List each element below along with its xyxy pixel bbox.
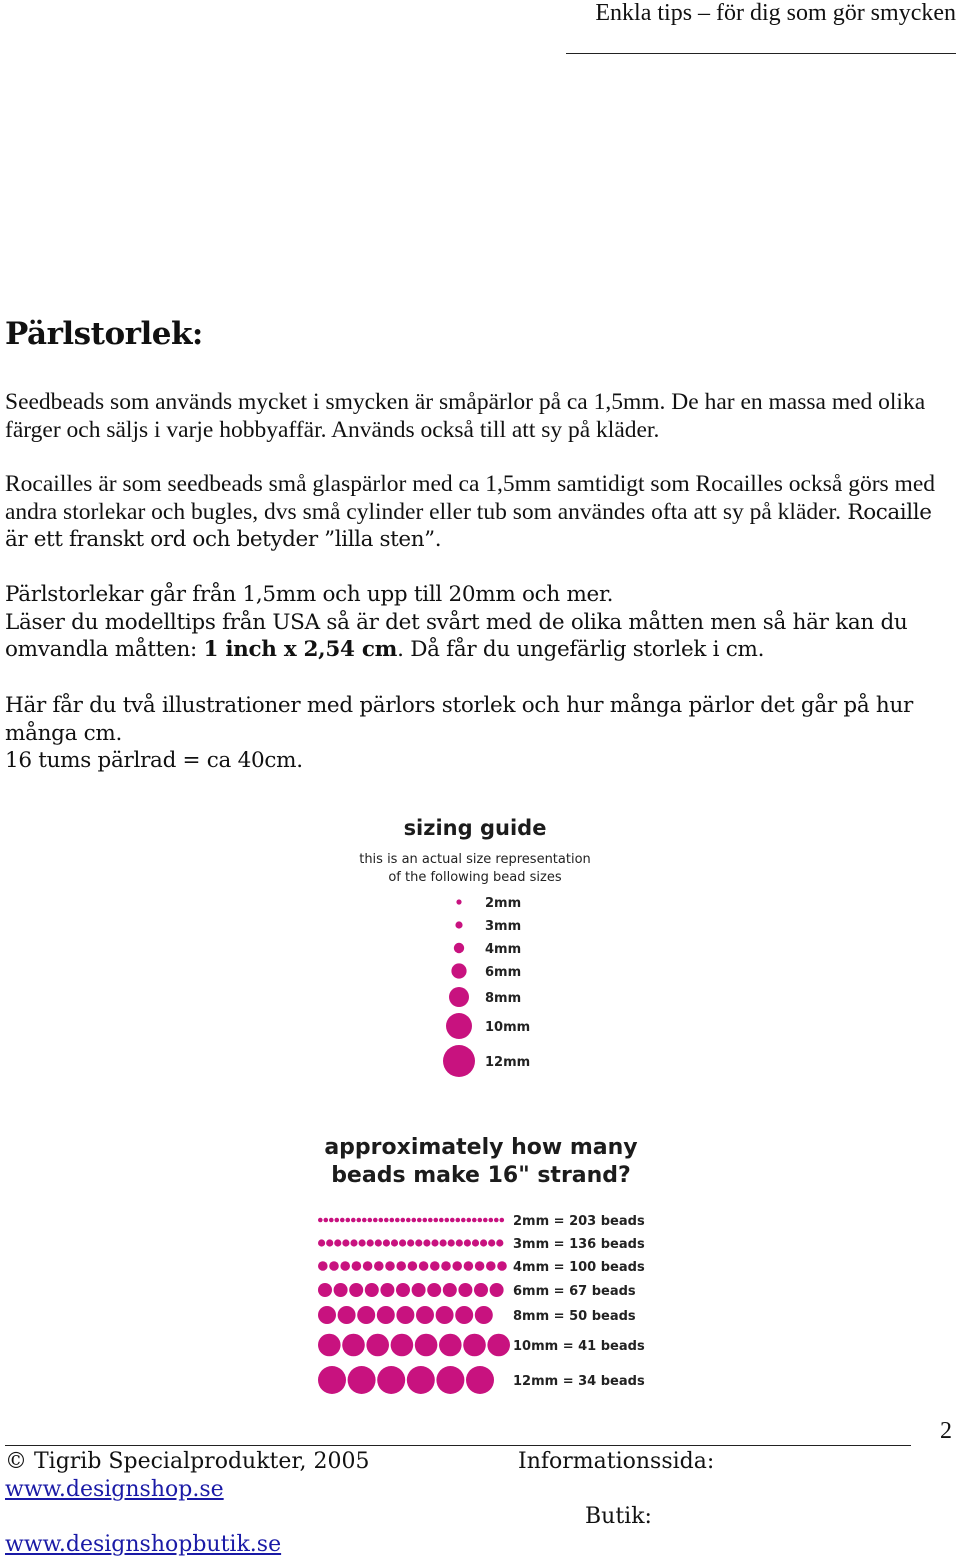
strand-bead (399, 1239, 406, 1246)
strand-bead (494, 1218, 499, 1223)
strand-bead (334, 1283, 348, 1297)
strand-bead (496, 1239, 503, 1246)
conversion-note: . Då får du ungefärlig storlek i cm. (397, 637, 765, 663)
strand-bead (463, 1334, 486, 1357)
strand-bead (329, 1261, 339, 1271)
strand-bead (324, 1218, 329, 1223)
bead-size-label: 6mm (485, 965, 522, 980)
strand-bead (351, 1218, 356, 1223)
strand-bead (340, 1261, 350, 1271)
bead-strand-row (318, 1366, 494, 1394)
strand-bead (318, 1306, 336, 1324)
bead-strand-row (318, 1283, 504, 1297)
strand-bead (448, 1239, 455, 1246)
strand-bead (383, 1239, 390, 1246)
strand-bead (363, 1261, 373, 1271)
conversion-formula: 1 inch x 2,54 cm (203, 637, 398, 663)
strand-bead (396, 1306, 414, 1324)
strand-bead (428, 1218, 433, 1223)
strand-bead (441, 1261, 451, 1271)
sizes-range: Pärlstorlekar går från 1,5mm och upp till 20mm och mer. (5, 582, 614, 607)
strand-bead (443, 1283, 457, 1297)
strand-bead (483, 1218, 488, 1223)
strand-bead (456, 1239, 463, 1246)
strand-bead (431, 1239, 438, 1246)
strand-bead (357, 1218, 362, 1223)
bead-size-10mm (446, 1013, 472, 1039)
strand-bead (374, 1261, 384, 1271)
strand-bead (464, 1261, 474, 1271)
strand-bead (396, 1283, 410, 1297)
strand-count-label: 4mm = 100 beads (513, 1260, 645, 1275)
strand-bead (349, 1283, 363, 1297)
strand-bead (436, 1366, 464, 1394)
strand-bead (380, 1283, 394, 1297)
strand-title-line2: beads make 16" strand? (331, 1163, 631, 1188)
strand-count-label: 2mm = 203 beads (513, 1214, 645, 1229)
strand-bead (439, 1218, 444, 1223)
footer-copyright: © Tigrib Specialprodukter, 2005 (5, 1449, 370, 1474)
bead-size-2mm (456, 899, 461, 904)
bead-strand-row (318, 1218, 504, 1223)
strand-bead (385, 1261, 395, 1271)
strand-bead (377, 1306, 395, 1324)
strand-bead (407, 1366, 435, 1394)
bead-strand-row (318, 1261, 507, 1271)
strand-bead (434, 1218, 439, 1223)
bead-size-label: 3mm (485, 919, 522, 934)
strand-bead (346, 1218, 351, 1223)
strand-bead (334, 1239, 341, 1246)
strand-bead (461, 1218, 466, 1223)
shop-site-link[interactable]: www.designshopbutik.se (5, 1532, 282, 1557)
strand-bead (408, 1261, 418, 1271)
strand-bead (342, 1239, 349, 1246)
info-site-link[interactable]: www.designshop.se (5, 1477, 224, 1502)
bead-size-label: 12mm (485, 1055, 531, 1070)
strand-bead (427, 1283, 441, 1297)
strand-bead (490, 1283, 504, 1297)
strand-bead (318, 1283, 332, 1297)
paragraph-seedbeads: Seedbeads som används mycket i smycken är småpärlor på ca 1,5mm. De har en massa med olika färger och säljs i varje hobbyaffär. Används också till att sy på kläder. (5, 389, 926, 443)
strand-bead (417, 1218, 422, 1223)
bead-size-label: 8mm (485, 991, 522, 1006)
strand-bead (390, 1218, 395, 1223)
bead-strand-row (318, 1306, 493, 1324)
strand-count-label: 8mm = 50 beads (513, 1309, 636, 1324)
strand-bead (335, 1218, 340, 1223)
strand-bead (475, 1306, 493, 1324)
strand-bead (489, 1218, 494, 1223)
strand-bead (318, 1218, 323, 1223)
strand-bead (377, 1366, 405, 1394)
page-number: 2 (940, 1418, 952, 1444)
bead-size-label: 10mm (485, 1020, 531, 1035)
bead-size-4mm (454, 943, 464, 953)
bead-size-label: 4mm (485, 942, 522, 957)
strand-bead (412, 1218, 417, 1223)
strand-bead (365, 1283, 379, 1297)
strand-length-note: 16 tums pärlrad = ca 40cm. (5, 748, 303, 774)
strand-bead (350, 1239, 357, 1246)
strand-bead (455, 1306, 473, 1324)
strand-bead (452, 1261, 462, 1271)
strand-bead (464, 1239, 471, 1246)
strand-bead (472, 1239, 479, 1246)
strand-bead (458, 1283, 472, 1297)
strand-bead (340, 1218, 345, 1223)
strand-bead (467, 1218, 472, 1223)
strand-bead (384, 1218, 389, 1223)
strand-bead (450, 1218, 455, 1223)
strand-bead (415, 1239, 422, 1246)
strand-bead (406, 1218, 411, 1223)
bead-size-12mm (443, 1045, 475, 1077)
strand-bead (352, 1261, 362, 1271)
paragraph-sizes (5, 581, 955, 664)
strand-bead (423, 1218, 428, 1223)
strand-bead (379, 1218, 384, 1223)
strand-bead (326, 1239, 333, 1246)
strand-bead (445, 1218, 450, 1223)
footer-butik-label: Butik: (585, 1504, 652, 1529)
strand-bead (373, 1218, 378, 1223)
strand-bead (401, 1218, 406, 1223)
strand-bead (456, 1218, 461, 1223)
strand-bead (338, 1306, 356, 1324)
page-heading: Pärlstorlek: (5, 316, 203, 352)
strand-bead (436, 1306, 454, 1324)
paragraph-rocailles (5, 471, 955, 554)
strand-bead (375, 1239, 382, 1246)
strand-bead (391, 1334, 414, 1357)
strand-bead (395, 1218, 400, 1223)
strand-bead (466, 1366, 494, 1394)
bead-size-label: 2mm (485, 896, 522, 911)
strand-bead (318, 1366, 346, 1394)
strand-bead (423, 1239, 430, 1246)
strand-bead (407, 1239, 414, 1246)
strand-bead (478, 1218, 483, 1223)
strand-bead (415, 1334, 438, 1357)
paragraph-illustrations (5, 692, 955, 775)
strand-bead (348, 1366, 376, 1394)
strand-bead (362, 1218, 367, 1223)
strand-bead (497, 1261, 507, 1271)
strand-bead (342, 1334, 365, 1357)
strand-bead (475, 1261, 485, 1271)
strand-count-label: 10mm = 41 beads (513, 1339, 645, 1354)
strand-bead (318, 1261, 328, 1271)
conversion-text: Läser du modelltips från USA så är det svårt med de olika måtten men så här kan du omvandla måtten: (5, 609, 908, 663)
bead-size-3mm (455, 921, 462, 928)
strand-bead (487, 1334, 510, 1357)
header-title: Enkla tips – för dig som gör smycken (595, 0, 956, 26)
strand-bead (357, 1306, 375, 1324)
strand-bead (329, 1218, 334, 1223)
strand-count-label: 6mm = 67 beads (513, 1284, 636, 1299)
strand-bead (440, 1239, 447, 1246)
bead-strand-row (318, 1334, 510, 1357)
bead-size-6mm (451, 963, 466, 978)
strand-bead (419, 1261, 429, 1271)
bead-size-8mm (449, 987, 469, 1007)
bead-sizing-guide-image (303, 800, 657, 1405)
strand-bead (486, 1261, 496, 1271)
strand-bead (412, 1283, 426, 1297)
strand-bead (472, 1218, 477, 1223)
strand-bead (416, 1306, 434, 1324)
strand-bead (439, 1334, 462, 1357)
bead-strand-row (318, 1239, 503, 1246)
strand-bead (368, 1218, 373, 1223)
guide-title: sizing guide (403, 816, 547, 840)
footer-divider (5, 1445, 911, 1446)
strand-bead (430, 1261, 440, 1271)
strand-count-label: 12mm = 34 beads (513, 1374, 645, 1389)
strand-count-label: 3mm = 136 beads (513, 1237, 645, 1252)
strand-bead (367, 1239, 374, 1246)
footer-info-label: Informationssida: (518, 1449, 715, 1474)
strand-bead (366, 1334, 389, 1357)
strand-bead (359, 1239, 366, 1246)
strand-bead (474, 1283, 488, 1297)
rocaille-meaning: Rocaille är ett franskt ord och betyder ”lilla sten”. (5, 499, 932, 553)
strand-bead (318, 1239, 325, 1246)
strand-bead (480, 1239, 487, 1246)
header-divider (566, 53, 956, 54)
strand-title-line1: approximately how many (324, 1135, 638, 1160)
strand-bead (318, 1334, 341, 1357)
rocailles-text: Rocailles är som seedbeads små glaspärlor med ca 1,5mm samtidigt som Rocailles också görs med andra storlekar och bugles, dvs små cylinder eller tub som användes ofta att sy på kläder. (5, 471, 935, 525)
guide-subtitle-line1: this is an actual size representation (359, 852, 591, 867)
strand-bead (488, 1239, 495, 1246)
strand-bead (396, 1261, 406, 1271)
illustrations-text: Här får du två illustrationer med pärlors storlek och hur många pärlor det går på hur många cm. (5, 693, 913, 746)
strand-bead (391, 1239, 398, 1246)
guide-subtitle-line2: of the following bead sizes (388, 870, 562, 885)
strand-bead (500, 1218, 505, 1223)
